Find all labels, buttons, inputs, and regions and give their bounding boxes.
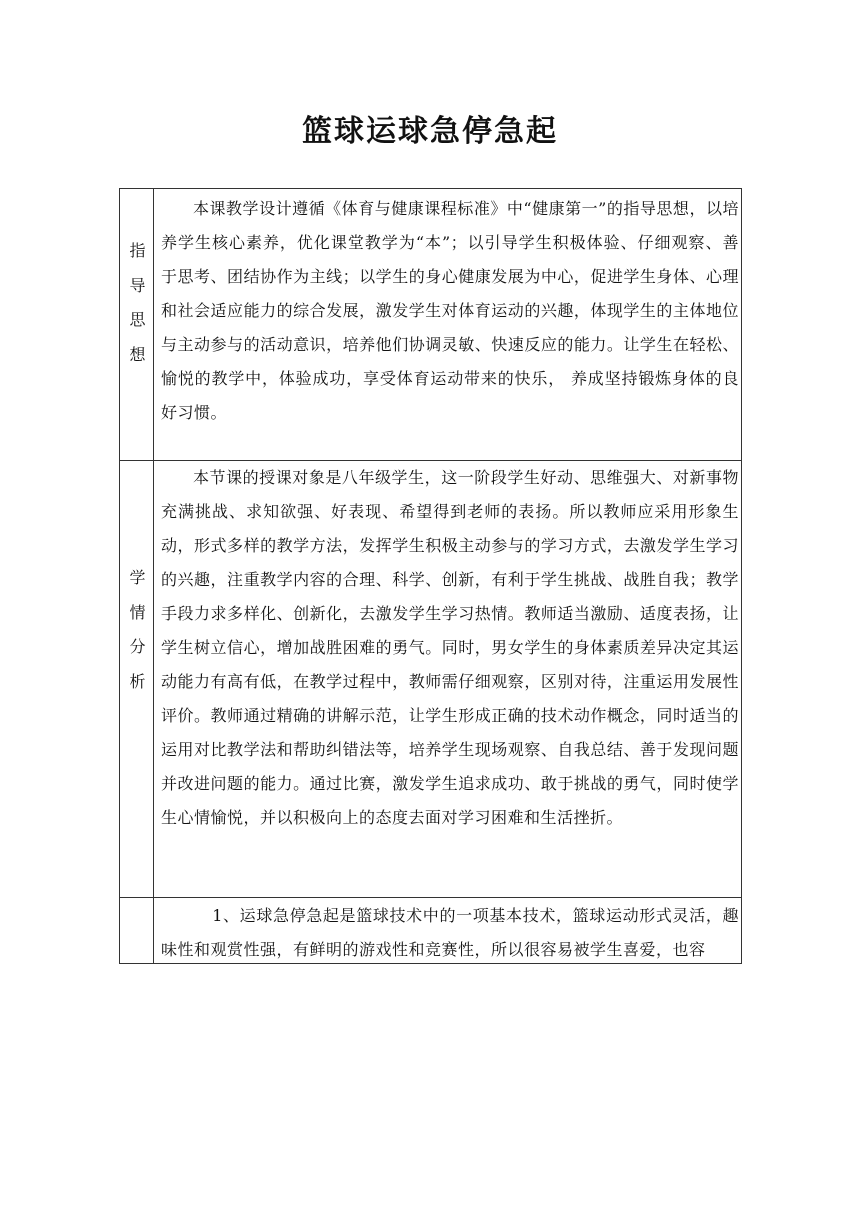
- table-row-student-analysis: [120, 461, 742, 898]
- row-label-student-analysis: 学 情 分 析: [129, 568, 146, 691]
- row-content-cell: [154, 461, 742, 898]
- table-row-guiding-ideology: [120, 189, 742, 461]
- teaching-content-text: 1、运球急停急起是篮球技术中的一项基本技术，篮球运动形式灵活，趣味性和观赏性强，有鲜明的游戏性和竞赛性，所以很容易被学生喜爱，也容: [161, 906, 739, 959]
- row-content-cell: [154, 189, 742, 461]
- guiding-ideology-text: 本课教学设计遵循《体育与健康课程标准》中“健康第一”的指导思想，以培养学生核心素养，优化课堂教学为“本”；以引导学生积极体验、仔细观察、善于思考、团结协作为主线；以学生的身心健康发展为中心，促进学生身体、心理和社会适应能力的综合发展，激发学生对体育运动的兴趣，体现学生的主体地位与主动参与的活动意识，培养他们协调灵敏、快速反应的能力。让学生在轻松、愉悦的教学中，体验成功，享受体育运动带来的快乐， 养成坚持锻炼身体的良好习惯。: [161, 199, 739, 422]
- student-analysis-text: 本节课的授课对象是八年级学生，这一阶段学生好动、思维强大、对新事物充满挑战、求知欲强、好表现、希望得到老师的表扬。所以教师应采用形象生动，形式多样的教学方法，发挥学生积极主动参与的学习方式，去激发学生学习的兴趣，注重教学内容的合理、科学、创新，有利于学生挑战、战胜自我；教学手段力求多样化、创新化，去激发学生学习热情。教师适当激励、适度表扬，让学生树立信心，增加战胜困难的勇气。同时，男女学生的身体素质差异决定其运动能力有高有低，在教学过程中，教师需仔细观察，区别对待，注重运用发展性评价。教师通过精确的讲解示范，让学生形成正确的技术动作概念，同时适当的运用对比教学法和帮助纠错法等，培养学生现场观察、自我总结、善于发现问题并改进问题的能力。通过比赛，激发学生追求成功、敢于挑战的勇气，同时使学生心情愉悦，并以积极向上的态度去面对学习困难和生活挫折。: [161, 468, 739, 827]
- row-label-cell: [120, 898, 154, 964]
- lesson-plan-table: [119, 188, 742, 964]
- table-row-teaching-content: [120, 898, 742, 964]
- row-content-cell: [154, 898, 742, 964]
- row-label-cell: [120, 189, 154, 461]
- row-label-guiding-ideology: 指 导 思 想: [129, 241, 146, 364]
- row-label-cell: [120, 461, 154, 898]
- document-title: 篮球运球急停急起: [302, 114, 558, 149]
